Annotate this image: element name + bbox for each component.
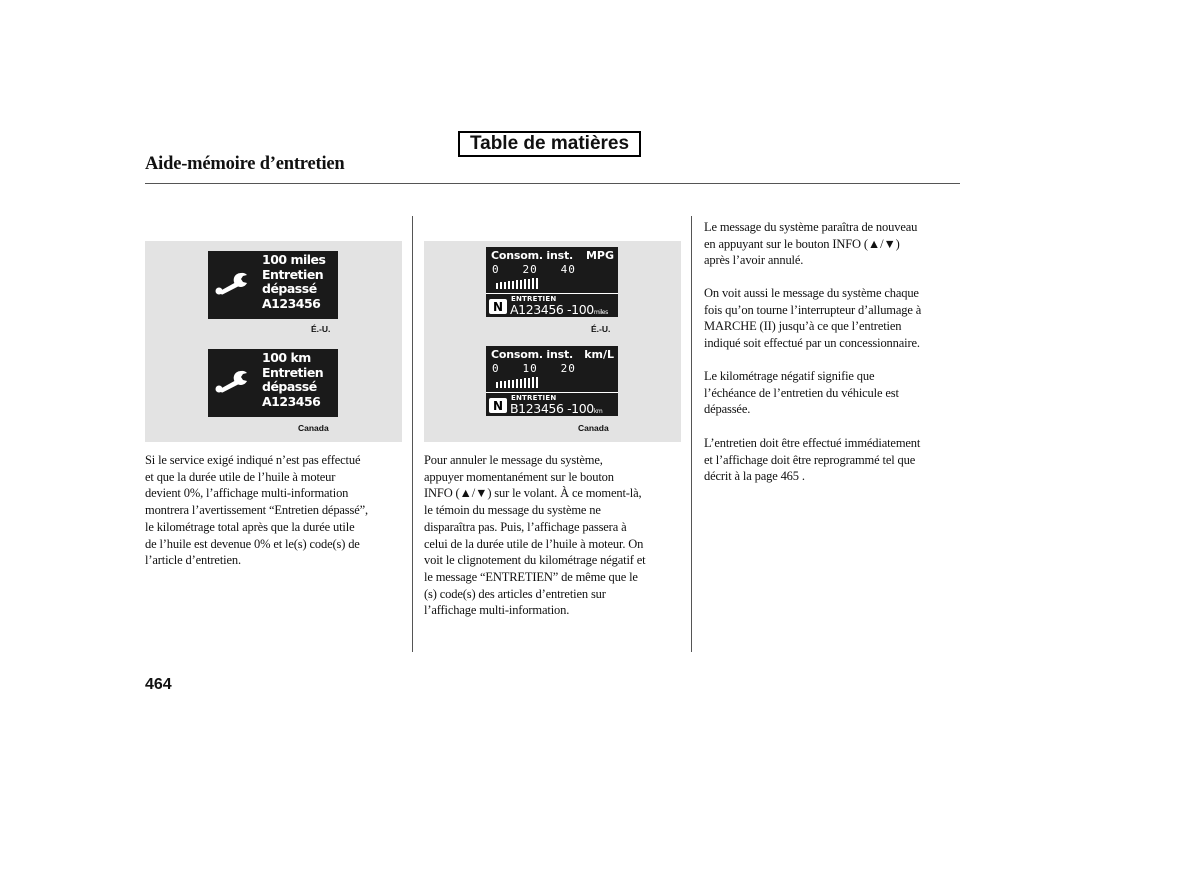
text-line: l’affichage multi-information. bbox=[424, 603, 570, 618]
column3-paragraph-1 bbox=[704, 219, 917, 269]
text-line: de l’huile est devenue 0% et le(s) code(s) de bbox=[145, 536, 360, 551]
lcd-info-display-us bbox=[486, 247, 618, 317]
toc-button-label: Table de matières bbox=[469, 133, 630, 154]
n-indicator: N bbox=[489, 398, 507, 413]
text-line: montrera l’avertissement “Entretien dépassé”, bbox=[145, 503, 369, 518]
text-line: devient 0%, l’affichage multi-information bbox=[145, 486, 349, 501]
display-line: Entretien bbox=[262, 266, 324, 282]
display-unit: MPG bbox=[585, 249, 614, 262]
text-line: dépassée. bbox=[704, 402, 751, 417]
table-of-contents-button[interactable] bbox=[458, 131, 641, 157]
consumption-bar-graph bbox=[496, 377, 538, 388]
text-line: Le message du système paraîtra de nouveau bbox=[704, 220, 918, 234]
code-value: A123456 -100 bbox=[510, 302, 594, 317]
wrench-icon bbox=[214, 270, 252, 296]
text-line: l’échéance de l’entretien du véhicule est bbox=[704, 385, 899, 400]
display-separator bbox=[486, 392, 618, 393]
display-scale: 0 10 20 bbox=[492, 362, 576, 375]
page-number: 464 bbox=[145, 676, 172, 693]
text-line: après l’avoir annulé. bbox=[704, 253, 804, 268]
text-line: en appuyant sur le bouton INFO (▲/▼) bbox=[704, 236, 900, 251]
display-line: 100 miles bbox=[262, 252, 326, 267]
column-divider bbox=[691, 216, 692, 652]
caption-canada: Canada bbox=[298, 423, 329, 433]
n-indicator: N bbox=[489, 299, 507, 314]
column3-paragraph-4 bbox=[704, 435, 920, 485]
column2-paragraph bbox=[424, 452, 646, 619]
display-line: A123456 bbox=[262, 393, 321, 409]
text-line: voit le clignotement du kilométrage négatif et bbox=[424, 553, 646, 568]
entretien-label: ENTRETIEN bbox=[511, 295, 557, 303]
code-value: B123456 -100 bbox=[510, 401, 594, 416]
text-line: et l’affichage doit être reprogrammé tel que bbox=[704, 452, 916, 467]
maintenance-code bbox=[510, 302, 608, 317]
caption-us: É.-U. bbox=[311, 324, 331, 334]
display-unit: km/L bbox=[584, 348, 614, 361]
text-line: appuyer momentanément sur le bouton bbox=[424, 469, 614, 484]
text-line: indiqué soit effectué par un concessionnaire. bbox=[704, 336, 920, 351]
column3-paragraph-2 bbox=[704, 285, 921, 352]
caption-us: É.-U. bbox=[591, 324, 611, 334]
lcd-display-us bbox=[208, 251, 338, 319]
entretien-label: ENTRETIEN bbox=[511, 394, 557, 402]
text-line: fois qu’on tourne l’interrupteur d’allumage à bbox=[704, 302, 922, 317]
text-line: et que la durée utile de l’huile à moteur bbox=[145, 469, 336, 484]
wrench-icon bbox=[214, 368, 252, 394]
text-line: l’article d’entretien. bbox=[145, 553, 241, 568]
column-divider bbox=[412, 216, 413, 652]
text-line: le message “ENTRETIEN” de même que le bbox=[424, 569, 638, 584]
caption-canada: Canada bbox=[578, 423, 609, 433]
text-line: Pour annuler le message du système, bbox=[424, 453, 603, 467]
text-line: On voit aussi le message du système chaque bbox=[704, 286, 919, 300]
display-line: A123456 bbox=[262, 295, 321, 311]
maintenance-code bbox=[510, 401, 602, 416]
text-line: celui de la durée utile de l’huile à moteur. On bbox=[424, 536, 644, 551]
text-line: Le kilométrage négatif signifie que bbox=[704, 369, 875, 383]
lcd-info-display-canada bbox=[486, 346, 618, 416]
column3-paragraph-3 bbox=[704, 368, 899, 418]
display-line: dépassé bbox=[262, 281, 317, 296]
section-title: Aide-mémoire d’entretien bbox=[145, 154, 345, 174]
display-scale: 0 20 40 bbox=[492, 263, 576, 276]
consumption-bar-graph bbox=[496, 278, 538, 289]
code-unit: km bbox=[593, 408, 603, 415]
figure-info-display bbox=[424, 241, 681, 442]
lcd-display-canada bbox=[208, 349, 338, 417]
text-line: (s) code(s) des articles d’entretien sur bbox=[424, 586, 606, 601]
text-line: L’entretien doit être effectué immédiatement bbox=[704, 436, 921, 450]
text-line: le kilométrage total après que la durée utile bbox=[145, 519, 355, 534]
title-rule bbox=[145, 183, 960, 184]
text-line: MARCHE (II) jusqu’à ce que l’entretien bbox=[704, 319, 902, 334]
display-title: Consom. inst. bbox=[491, 348, 574, 361]
text-line: décrit à la page 465 . bbox=[704, 469, 805, 484]
text-line: INFO (▲/▼) sur le volant. À ce moment-là, bbox=[424, 486, 642, 501]
figure-maintenance-overdue bbox=[145, 241, 402, 442]
column1-paragraph bbox=[145, 452, 368, 569]
display-separator bbox=[486, 293, 618, 294]
code-unit: miles bbox=[593, 309, 608, 316]
display-line: 100 km bbox=[262, 350, 311, 365]
text-line: disparaîtra pas. Puis, l’affichage passera à bbox=[424, 519, 627, 534]
text-line: le témoin du message du système ne bbox=[424, 503, 601, 518]
display-line: dépassé bbox=[262, 379, 317, 394]
text-line: Si le service exigé indiqué n’est pas effectué bbox=[145, 453, 361, 467]
display-title: Consom. inst. bbox=[491, 249, 574, 262]
display-line: Entretien bbox=[262, 364, 324, 380]
